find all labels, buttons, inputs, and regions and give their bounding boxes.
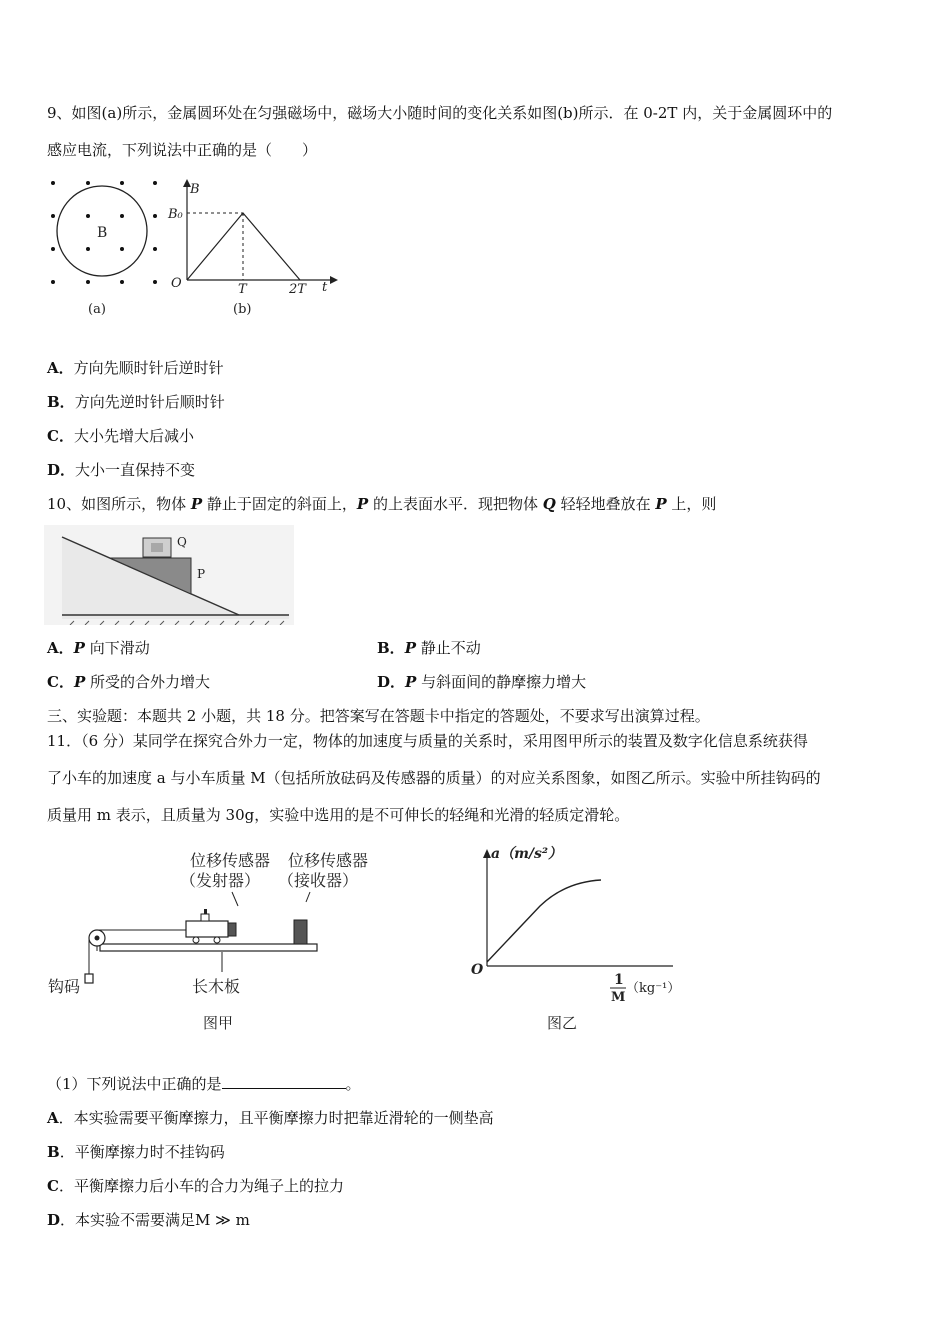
q11-stem-line2: 了小车的加速度 a 与小车质量 M（包括所放砝码及传感器的质量）的对应关系图象，如图乙所示。实验中所挂钩码的 (47, 769, 821, 787)
q11-sub1: （1）下列说法中正确的是 。 (47, 1075, 361, 1093)
q9-option-c: C．大小先增大后减小 (47, 427, 194, 445)
x-tick-t: T (238, 282, 247, 297)
q10-figure (44, 525, 294, 625)
caption-a: (a) (88, 302, 106, 317)
q10-option-d: D．P 与斜面间的静摩擦力增大 (377, 673, 587, 691)
cart (186, 921, 228, 937)
q11-stem-line3: 质量用 m 表示，且质量为 30g，实验中选用的是不可伸长的轻绳和光滑的轻质定滑轮。 (47, 806, 630, 824)
q10-option-a: A．P 向下滑动 (47, 639, 150, 657)
a-vs-inverse-m-curve (487, 880, 601, 962)
caption-b: (b) (233, 302, 252, 317)
long-board (100, 944, 317, 951)
board-label: 长木板 (192, 977, 241, 996)
x-axis-label: t (322, 280, 328, 295)
x-tick-2t: 2T (289, 282, 306, 297)
sensor-emitter-label-1: 位移传感器 (190, 851, 271, 870)
q9-option-a: A．方向先顺时针后逆时针 (47, 359, 224, 377)
hook-label: 钩码 (48, 977, 81, 996)
caption-yi: 图乙 (547, 1014, 578, 1032)
q9-figure-b (167, 179, 338, 317)
origin-o: O (471, 962, 484, 978)
q9-option-b: B．方向先逆时针后顺时针 (47, 393, 225, 411)
sensor-receiver-label-2: （接收器） (278, 871, 359, 890)
q9-figures (40, 175, 350, 325)
section-heading: 三、实验题：本题共 2 小题，共 18 分。把答案写在答题卡中指定的答题处，不要求写出演算过程。 (47, 707, 710, 725)
origin-label: O (171, 276, 182, 291)
answer-blank[interactable] (222, 1074, 346, 1089)
figure-jia (40, 842, 400, 1042)
q10-stem: 10、如图所示，物体 P 静止于固定的斜面上，P 的上表面水平．现把物体 Q 轻轻地叠放在 P 上，则 (47, 495, 717, 513)
x-label-numerator: 1 (614, 972, 624, 988)
label-p: P (197, 567, 206, 581)
sensor-emitter-label-2: （发射器） (180, 871, 261, 890)
q9-stem-line2: 感应电流，下列说法中正确的是（ ） (47, 141, 318, 159)
y-tick-b0: B₀ (168, 207, 183, 222)
hook-weight (85, 974, 93, 983)
q10-option-c: C．P 所受的合外力增大 (47, 673, 211, 691)
sensor-receiver (294, 920, 307, 944)
q11-option-b: B．平衡摩擦力时不挂钩码 (47, 1143, 225, 1161)
y-axis-label: B (190, 182, 200, 197)
field-label-b: B (97, 225, 108, 241)
y-axis-label-a: a（m/s²） (491, 846, 563, 862)
q11-stem-line1: 11．（6 分）某同学在探究合外力一定，物体的加速度与质量的关系时，采用图甲所示的装置及数字化信息系统获得 (47, 732, 808, 750)
x-label-denominator: M (611, 990, 626, 1005)
caption-jia: 图甲 (203, 1014, 234, 1032)
q11-option-d: D．本实验不需要满足M ≫ m (47, 1211, 250, 1229)
q11-option-c: C．平衡摩擦力后小车的合力为绳子上的拉力 (47, 1177, 344, 1195)
q9-option-d: D．大小一直保持不变 (47, 461, 196, 479)
sensor-emitter (228, 923, 236, 936)
q11-option-a: A．本实验需要平衡摩擦力，且平衡摩擦力时把靠近滑轮的一侧垫高 (47, 1109, 494, 1127)
q9-stem-line1: 9、如图(a)所示，金属圆环处在匀强磁场中，磁场大小随时间的变化关系如图(b)所示．在 0-2T 内，关于金属圆环中的 (47, 104, 833, 122)
label-q: Q (177, 535, 187, 549)
figure-yi (465, 838, 685, 1038)
sensor-receiver-label-1: 位移传感器 (288, 851, 369, 870)
x-label-unit: （kg⁻¹） (626, 981, 681, 996)
q9-figure-a (51, 181, 157, 317)
q10-option-b: B．P 静止不动 (377, 639, 481, 657)
